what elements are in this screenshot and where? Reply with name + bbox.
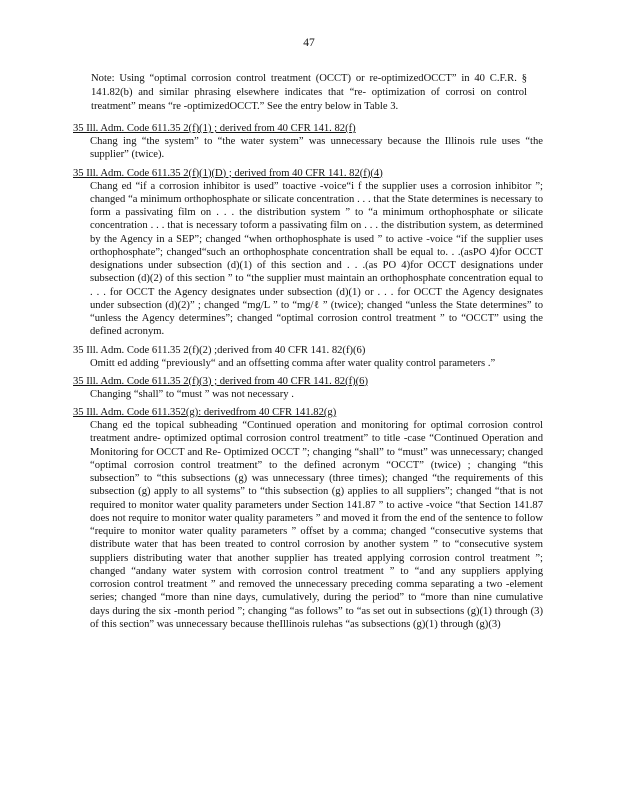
page-number: 47 [303, 37, 315, 49]
entry-citation: 35 Ill. Adm. Code 611.352(g): derivedfrom 40 CFR 141.82(g) [73, 407, 337, 418]
entry-611-352-f-1-d [73, 167, 543, 339]
entry-text: Chang ing “the system” to “the water system” was unnecessary because the Illinois rule uses “the supplier” (twice). [90, 136, 543, 161]
entry-611-352-f-1 [73, 122, 543, 162]
entry-text: Chang ed the topical subheading “Continued operation and monitoring for optimal corrosion control treatment andre- optimized optimal corrosion control treatment” to title -case “Continued Operation and Monitoring for OCCT and Re- Optimized OCCT ”; changing “shall” to “must” was unnecessary; changed “optimal corrosion control treatment” to the defined acronym “OCCT” (twice) ; changing “this subsection” to “this subsections (g) was unnecessary (three times); changed “the requirements of this subsection (g) apply to all systems” to “this subsection (g) applies to all suppliers”; changed “that is not required to monitor water quality parameters under Section 141.87 ” to active -voice “that Section 141.87 does not require to monitor water quality parameters ” and moved it from the end of the sentence to follow “require to monitor water quality parameters ” offset by a comma; changed “consecutive systems that distribute water that has been treated to control corrosion by another system ” to “consecutive system suppliers distributing water that another supplier has treated applying corrosion control treatment ”; changed “andany water system with corrosion control treatment ” to “and any suppliers applying corrosion control treatment ” and removed the unnecessary preceding comma separating a two -element series; changed “more than nine days, cumulatively, during the period” to “more than nine cumulative days during the six -month period ”; changing “as follows” to “as set out in subsections (g)(1) through (3) of this section” was unnecessary because theIllinois rulehas “as subsections (g)(1) through (g)(3) [90, 420, 543, 630]
note-paragraph: Note: Using “optimal corrosion control treatment (OCCT) or re-optimizedOCCT” in 40 C.F.R. § 141.82(b) and similar phrasing elsewhere indicates that “re- optimization of corrosi on control treatment” means “re -optimizedOCCT.” See the entry below in Table 3. [91, 73, 527, 112]
entry-citation: 35 Ill. Adm. Code 611.35 2(f)(3) ; derived from 40 CFR 141. 82(f)(6) [73, 375, 369, 387]
entry-611-352-f-2 [73, 344, 543, 370]
entries-list [73, 122, 543, 636]
entry-text: Omitt ed adding “previously“ and an offsetting comma after water quality control parameters .” [90, 357, 496, 369]
entry-citation: 35 Ill. Adm. Code 611.35 2(f)(1) ; derived from 40 CFR 141. 82(f) [73, 123, 356, 134]
entry-citation: 35 Ill. Adm. Code 611.35 2(f)(2) ;derived from 40 CFR 141. 82(f)(6) [73, 344, 366, 356]
entry-text: Chang ed “if a corrosion inhibitor is used” toactive -voice“i f the supplier uses a corrosion inhibitor ”; changed “a minimum orthophosphate or silicate concentration . . . that the State determines is necessary to form a passivating film on . . . the distribution system ” to “a minimum orthophosphate or silicate concentration . . . that is necessary toform a passivating film on . . . the distribution system, as determined by the Agency in a SEP”; changed “when orthophosphate is used ” to active -voice “if the supplier uses orthophosphate”; changed“such an orthophosphate concentration shall be equal to. . .(asPO 4)for OCCT designations under subsection (d)(1) of this section and . . .(as PO 4)for OCCT designations under subsection (d)(2) of this section ” to “the supplier must maintain an orthophosphate concentration equal to . . . for OCCT the Agency designates under subsection (d)(1) or . . . for OCCT the Agency designates under subsection (d)(2)” ; changed “mg/L ” to “mg/ℓ ” (twice); changed “unless the State determines” to “unless the Agency determines”; changed “optimal corrosion control treatment ” to “OCCT” using the defined acronym. [90, 180, 543, 338]
entry-text: Changing “shall” to “must ” was not necessary . [90, 388, 294, 400]
entry-611-352-f-3 [73, 375, 543, 401]
entry-611-352-g [73, 406, 543, 631]
entry-citation: 35 Ill. Adm. Code 611.35 2(f)(1)(D) ; derived from 40 CFR 141. 82(f)(4) [73, 167, 383, 179]
